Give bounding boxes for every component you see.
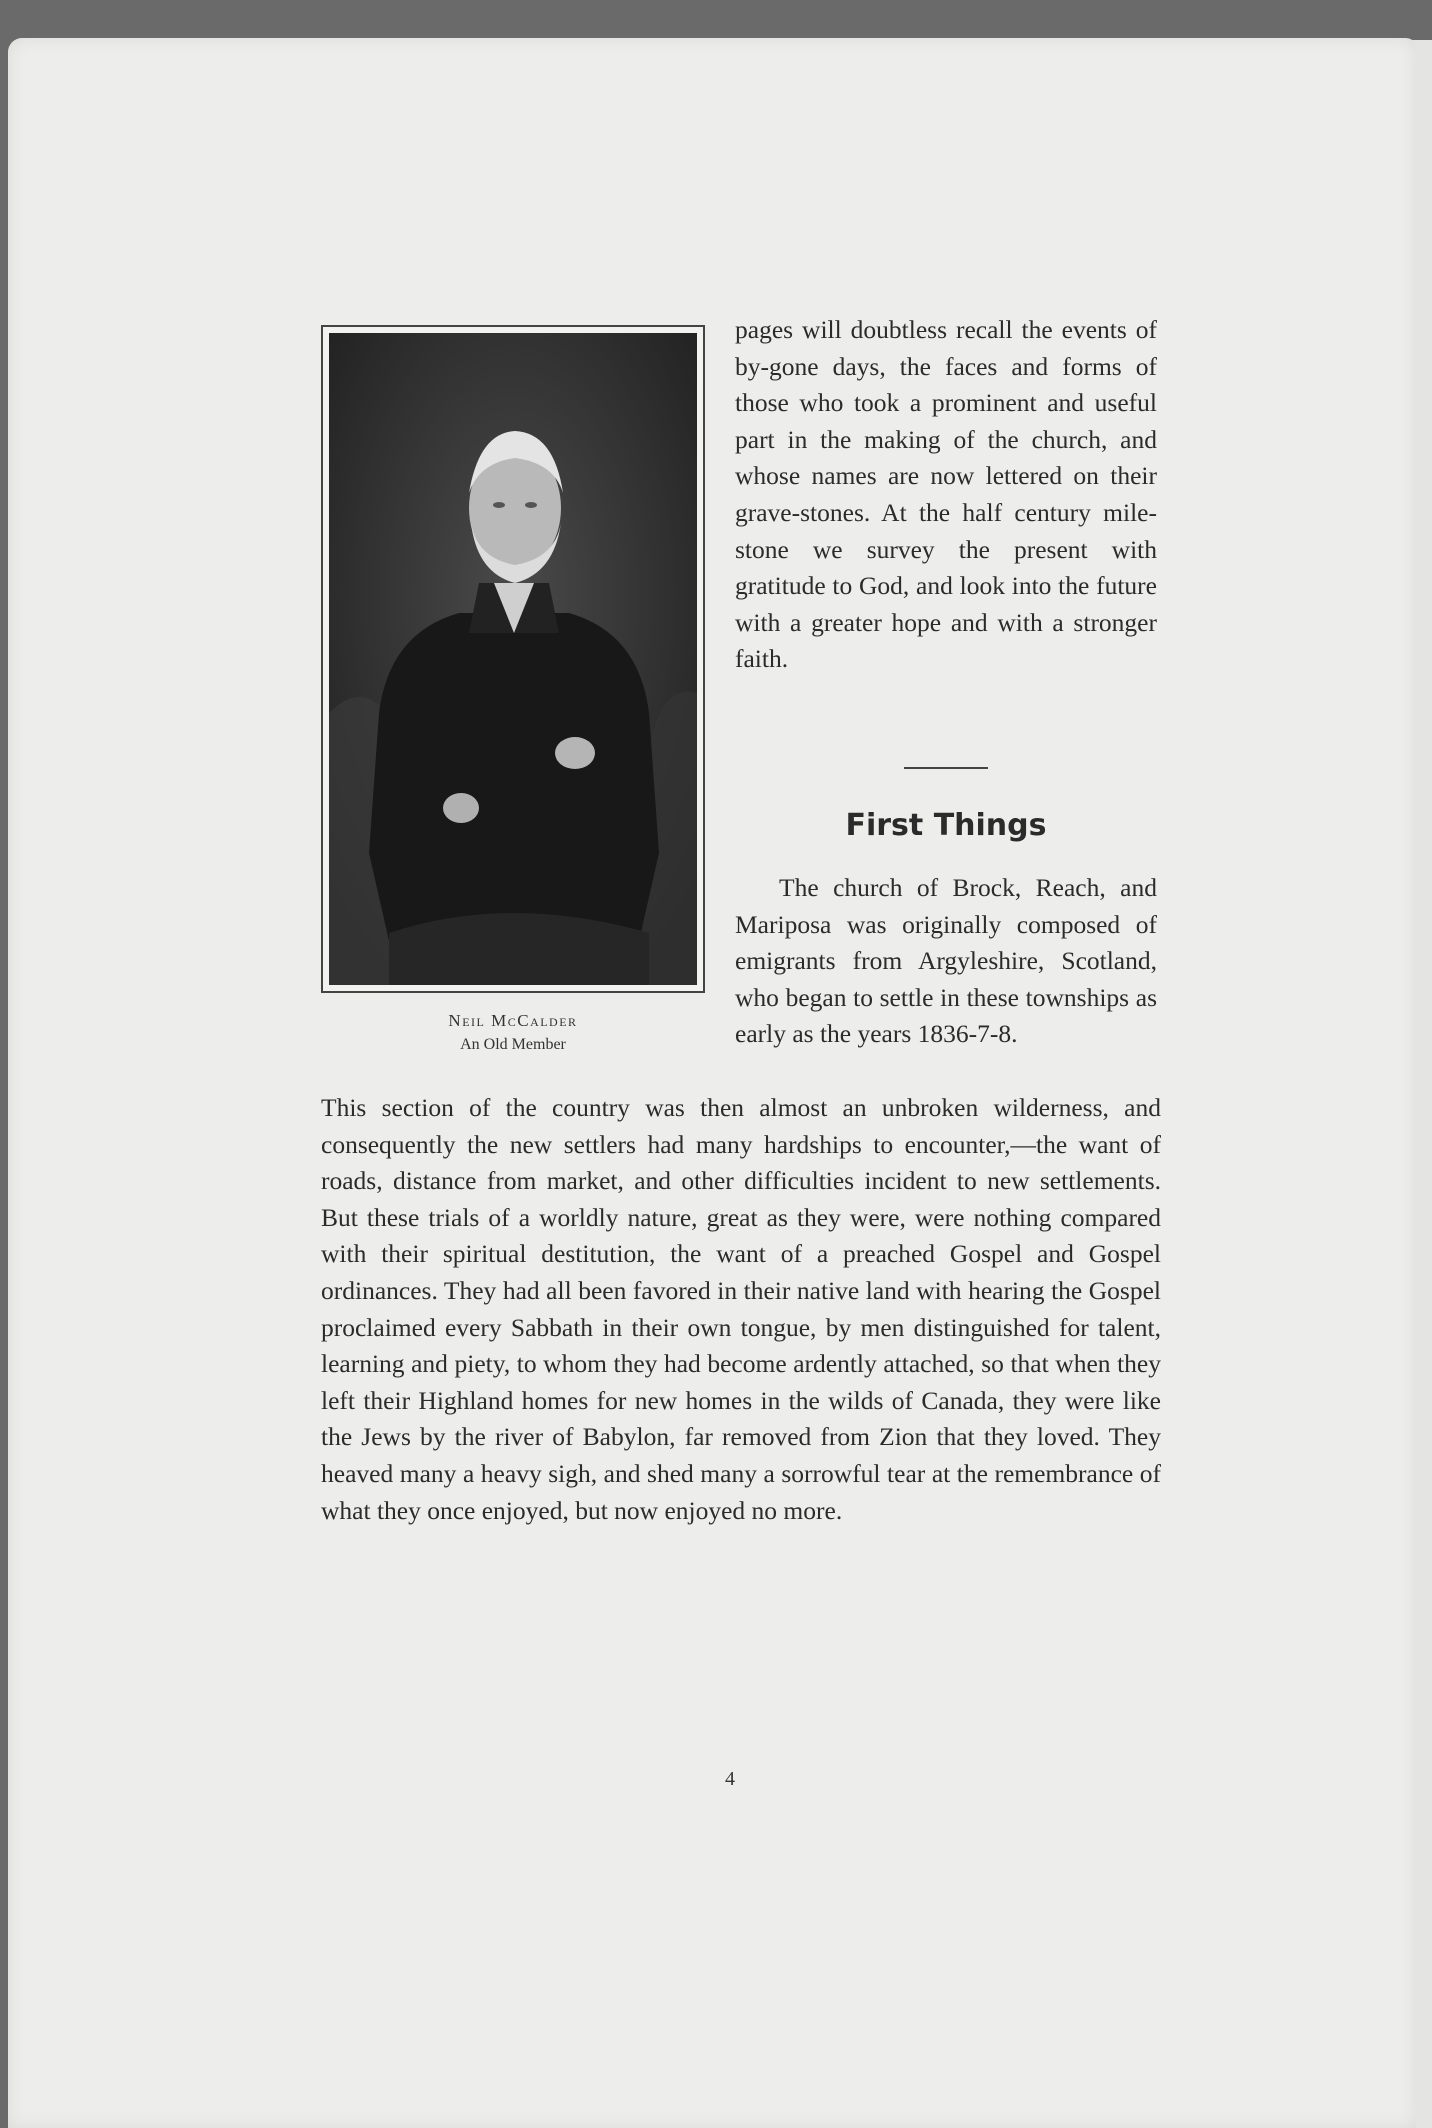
section-column xyxy=(735,870,1157,1053)
portrait-figure xyxy=(321,325,705,993)
section-body xyxy=(321,1090,1161,1529)
intro-column xyxy=(735,312,1157,678)
figure-caption xyxy=(321,1008,705,1056)
intro-paragraph: pages will doubtless recall the events of by-gone days, the faces and forms of those who took a prominent and useful part in the making of the church, and whose names are now lettered on their grave-stones. At the half century mile-stone we survey the present with gratitude to God, and look into the future with a greater hope and with a stronger faith. xyxy=(735,315,1157,674)
section-divider xyxy=(904,767,988,769)
caption-name: Neil McCalder xyxy=(448,1011,578,1030)
section-heading: First Things xyxy=(845,808,1047,843)
portrait-image xyxy=(329,333,697,985)
section-paragraph-start: The church of Brock, Reach, and Mariposa was originally composed of emigrants from Argyleshire, Scotland, who began to settle in these townships as early as the years 1836-7-8. xyxy=(735,873,1157,1049)
page-number: 4 xyxy=(725,1768,735,1790)
portrait-photo xyxy=(329,333,697,985)
book-page xyxy=(8,38,1416,2128)
section-paragraph-continued: This section of the country was then almost an unbroken wilderness, and consequently the new settlers had many hardships to encounter,—the want of roads, distance from market, and other difficulties incident to new settlements. But these trials of a worldly nature, great as they were, were nothing compared with their spiritual destitution, the want of a preached Gospel and Gospel ordinances. They had all been favored in their native land with hearing the Gospel proclaimed every Sabbath in their own tongue, by men distinguished for talent, learning and piety, to whom they had become ardently attached, so that when they left their Highland homes for new homes in the wilds of Canada, they were like the Jews by the river of Babylon, far removed from Zion that they loved. They heaved many a heavy sigh, and shed many a sorrowful tear at the remembrance of what they once enjoyed, but now enjoyed no more. xyxy=(321,1093,1161,1525)
caption-subtitle: An Old Member xyxy=(460,1036,566,1053)
